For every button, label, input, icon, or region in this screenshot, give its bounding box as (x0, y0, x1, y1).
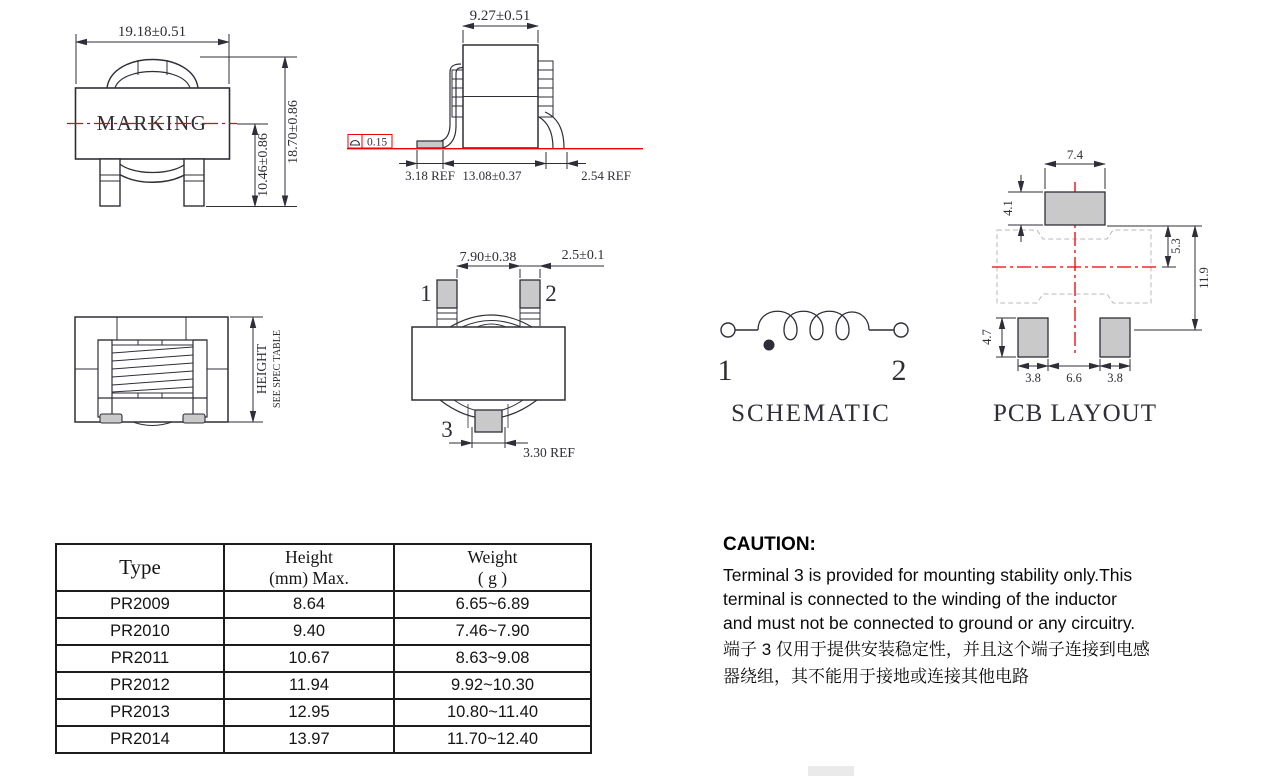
cell-weight: 9.92~10.30 (394, 672, 591, 699)
dim-top-width-label: 9.27±0.51 (469, 8, 531, 24)
pin3-pad (475, 410, 502, 432)
cell-type: PR2012 (56, 672, 224, 699)
schematic-view (718, 311, 909, 427)
pcb-layout-view (980, 147, 1211, 427)
dim-body-height-label: 10.46±0.86 (256, 133, 271, 197)
polarity-dot (764, 340, 775, 351)
front-leg-right (184, 159, 204, 206)
col-header-type: Type (56, 544, 224, 591)
dim-body-width-label: 13.08±0.37 (462, 168, 522, 183)
dim-top-pad-width-label: 7.4 (1066, 147, 1084, 162)
cell-type: PR2010 (56, 618, 224, 645)
spec-row (56, 699, 591, 726)
pcb-layout-title: PCB LAYOUT (993, 400, 1157, 427)
schematic-pin1-label: 1 (717, 354, 733, 387)
cell-weight: 11.70~12.40 (394, 726, 591, 753)
caution-line-1: Terminal 3 is provided for mounting stability only.This (723, 565, 1133, 585)
spec-row (56, 726, 591, 753)
see-spec-table-label: SEE SPEC TABLE (272, 330, 283, 408)
terminal1-circle (721, 323, 735, 337)
datum-value-label: 0.15 (366, 136, 388, 149)
cell-weight: 8.63~9.08 (394, 645, 591, 672)
dim-pin-pitch-label: 7.90±0.38 (459, 250, 517, 265)
pcb-bottom-pad-left (1018, 318, 1048, 357)
caution-line-3: and must not be connected to ground or any circuitry. (723, 613, 1136, 634)
schematic-pin2-label: 2 (891, 354, 907, 387)
schematic-title: SCHEMATIC (731, 400, 891, 427)
pin2-pad (520, 280, 540, 308)
spec-table (55, 543, 592, 754)
caution-line-4: 端子 3 仅用于提供安装稳定性，并且这个端子连接到电感 (723, 639, 1150, 659)
side-view (347, 8, 643, 183)
cell-height: 9.40 (224, 618, 394, 645)
dim-pad-gap-label: 6.6 (1066, 371, 1082, 385)
cell-height: 13.97 (224, 726, 394, 753)
bottom-body (412, 327, 565, 400)
dim-right-foot-label: 2.54 REF (581, 168, 631, 183)
dim-pin3-width-label: 3.30 REF (523, 445, 575, 460)
col-header-weight (394, 544, 591, 591)
col-header-height-line2: (mm) Max. (269, 567, 349, 588)
spec-table-header-row (56, 544, 591, 591)
spec-row (56, 618, 591, 645)
dim-width-label: 19.18±0.51 (117, 24, 187, 40)
pin2-label: 2 (545, 281, 557, 306)
caution-line-5: 器绕组，其不能用于接地或连接其他电路 (723, 666, 1029, 686)
cell-height: 11.94 (224, 672, 394, 699)
cell-weight: 10.80~11.40 (394, 699, 591, 726)
spec-row (56, 672, 591, 699)
pin1-label: 1 (420, 281, 432, 306)
pcb-top-pad (1045, 192, 1105, 225)
spec-row (56, 645, 591, 672)
col-header-height-line1: Height (285, 546, 333, 567)
section-foot-left (100, 414, 122, 423)
cell-type: PR2014 (56, 726, 224, 753)
cell-height: 10.67 (224, 645, 394, 672)
caution-block (723, 534, 1203, 690)
pin1-pad (437, 280, 457, 308)
col-header-weight-line2: ( g ) (477, 567, 508, 588)
dim-bottom-pad1-width-label: 3.8 (1025, 371, 1041, 385)
dim-center-to-pad-label: 5.3 (1169, 238, 1183, 254)
pin3-label: 3 (441, 417, 453, 442)
dim-left-foot-label: 3.18 REF (405, 168, 455, 183)
cell-height: 8.64 (224, 591, 394, 618)
side-foot-pad (417, 141, 443, 148)
dim-pad-span-label: 11.9 (1197, 267, 1211, 289)
spec-row (56, 591, 591, 618)
inductor-coil (758, 311, 869, 340)
height-label: HEIGHT (254, 343, 269, 395)
cell-type: PR2009 (56, 591, 224, 618)
cell-type: PR2011 (56, 645, 224, 672)
dim-bottom-pad-height-label: 4.7 (980, 329, 994, 345)
dim-bottom-pad2-width-label: 3.8 (1107, 371, 1123, 385)
caution-title: CAUTION: (723, 534, 816, 555)
pcb-bottom-pad-right (1100, 318, 1130, 357)
cell-type: PR2013 (56, 699, 224, 726)
artifact-smudge (808, 766, 854, 776)
col-header-height (224, 544, 394, 591)
front-leg-left (100, 159, 120, 206)
cell-weight: 7.46~7.90 (394, 618, 591, 645)
winding-section-view (75, 317, 283, 426)
col-header-weight-line1: Weight (467, 546, 518, 567)
dim-total-height-label: 18.70±0.86 (286, 100, 301, 164)
dim-top-pad-height-label: 4.1 (1001, 200, 1015, 216)
cell-height: 12.95 (224, 699, 394, 726)
section-foot-right (183, 414, 205, 423)
front-view (67, 24, 301, 207)
caution-line-2: terminal is connected to the winding of the inductor (723, 589, 1117, 610)
bottom-view (412, 248, 604, 460)
cell-weight: 6.65~6.89 (394, 591, 591, 618)
terminal2-circle (894, 323, 908, 337)
dim-pin-width-label: 2.5±0.1 (561, 248, 605, 263)
marking-label: MARKING (96, 111, 208, 135)
